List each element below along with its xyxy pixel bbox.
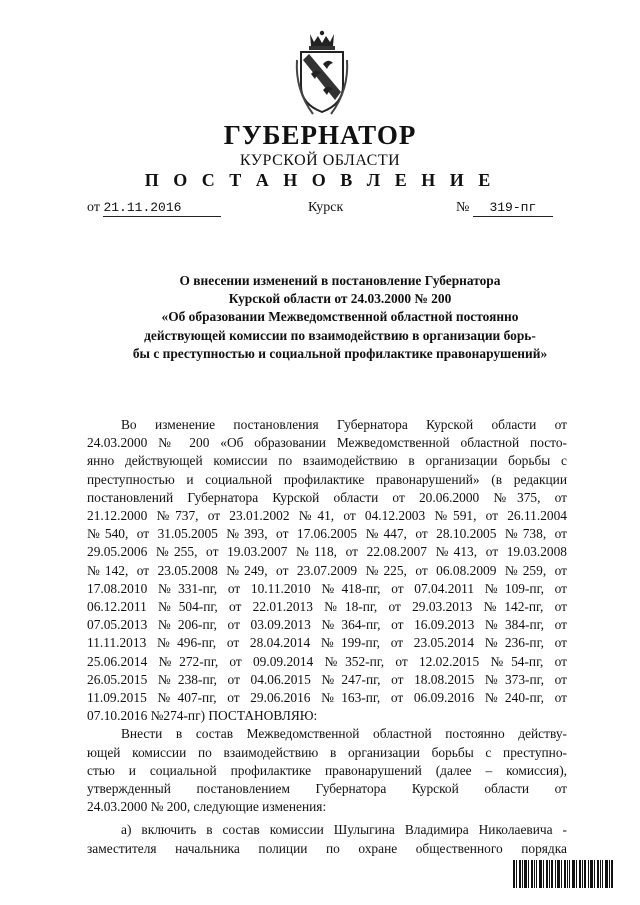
date-prefix: от — [87, 200, 100, 215]
body-line: стью и социальной профилактике правонарушений (далее – комиссия), — [87, 762, 567, 778]
body-line: а) включить в состав комиссии Шулыгина Владимира Николаевича - — [121, 822, 567, 838]
decree-number — [456, 200, 553, 217]
body-line: 11.11.2013 №496-пг, от 28.04.2014 №199-пг, от 23.05.2014 №236-пг, от — [87, 635, 567, 651]
body-line: ющей комиссии по взаимодействию в организации борьбы с преступно- — [87, 744, 567, 760]
body-line: 29.05.2006 №255, от 19.03.2007 №118, от 22.08.2007 №413, от 19.03.2008 — [87, 544, 567, 560]
body-line: 26.05.2015 №238-пг, от 04.06.2015 №247-пг, от 18.08.2015 №373-пг, от — [87, 671, 567, 687]
barcode-icon — [513, 860, 613, 888]
body-line: №540, от 31.05.2005 №393, от 17.06.2005 №447, от 28.10.2005 №738, от — [87, 526, 567, 542]
body-line: 24.03.2000 № 200, следующие изменения: — [87, 799, 327, 815]
decree-heading: П О С Т А Н О В Л Е Н И Е — [144, 170, 496, 190]
governor-heading: ГУБЕРНАТОР — [223, 120, 417, 150]
date-value: 21.11.2016 — [103, 200, 182, 215]
title-line: О внесении изменений в постановление Губернатора — [179, 273, 501, 288]
body-line: постановлений Губернатора Курской области от 20.06.2000 №375, от — [87, 489, 567, 505]
body-line: заместителя начальника полиции по охране общественного порядка — [87, 840, 567, 856]
body-line: 25.06.2014 №272-пг, от 09.09.2014 №352-пг, от 12.02.2015 №54-пг, от — [87, 653, 567, 669]
document-body — [87, 416, 567, 858]
title-line: «Об образовании Межведомственной областной постоянно — [161, 309, 519, 325]
number-value: 319-пг — [489, 200, 537, 215]
body-line: Внести в состав Межведомственной областной постоянно действу- — [121, 726, 567, 742]
number-prefix: № — [456, 200, 470, 215]
decree-date — [87, 200, 221, 217]
decree-city: Курск — [308, 200, 344, 215]
body-line: Во изменение постановления Губернатора Курской области от — [121, 417, 567, 432]
body-line: 07.10.2016 №274-пг) ПОСТАНОВЛЯЮ: — [87, 708, 318, 724]
body-line: 17.08.2010 №331-пг, от 10.11.2010 №418-пг, от 07.04.2011 №109-пг, от — [87, 580, 567, 596]
body-line: №142, от 23.05.2008 №249, от 23.07.2009 №225, от 06.08.2009 №259, от — [87, 562, 567, 578]
body-line: утвержденный постановлением Губернатора Курской области от — [87, 781, 567, 797]
body-line: 07.05.2013 №206-пг, от 03.09.2013 №364-пг, от 16.09.2013 №384-пг, от — [87, 617, 567, 633]
coat-of-arms-icon — [293, 30, 351, 118]
title-line: действующей комиссии по взаимодействию в организации борь- — [144, 327, 536, 343]
region-heading: КУРСКОЙ ОБЛАСТИ — [239, 152, 401, 169]
body-line: 21.12.2000 №737, от 23.01.2002 №41, от 04.12.2003 №591, от 26.11.2004 — [87, 508, 567, 524]
title-line: Курской области от 24.03.2000 № 200 — [228, 291, 452, 307]
body-line: 11.09.2015 №407-пг, от 29.06.2016 №163-пг, от 06.09.2016 №240-пг, от — [87, 690, 567, 706]
document-title — [100, 272, 580, 363]
body-line: преступностью и социальной профилактике правонарушений» (в редакции — [87, 471, 567, 487]
body-line: 24.03.2000 № 200 «Об образовании Межведомственной областной посто- — [87, 435, 567, 451]
title-line: бы с преступностью и социальной профилактике правонарушений» — [132, 345, 548, 361]
body-line: янно действующей комиссии по взаимодействию в организации борьбы с — [87, 453, 567, 469]
body-line: 06.12.2011 №504-пг, от 22.01.2013 №18-пг, от 29.03.2013 №142-пг, от — [87, 599, 567, 615]
